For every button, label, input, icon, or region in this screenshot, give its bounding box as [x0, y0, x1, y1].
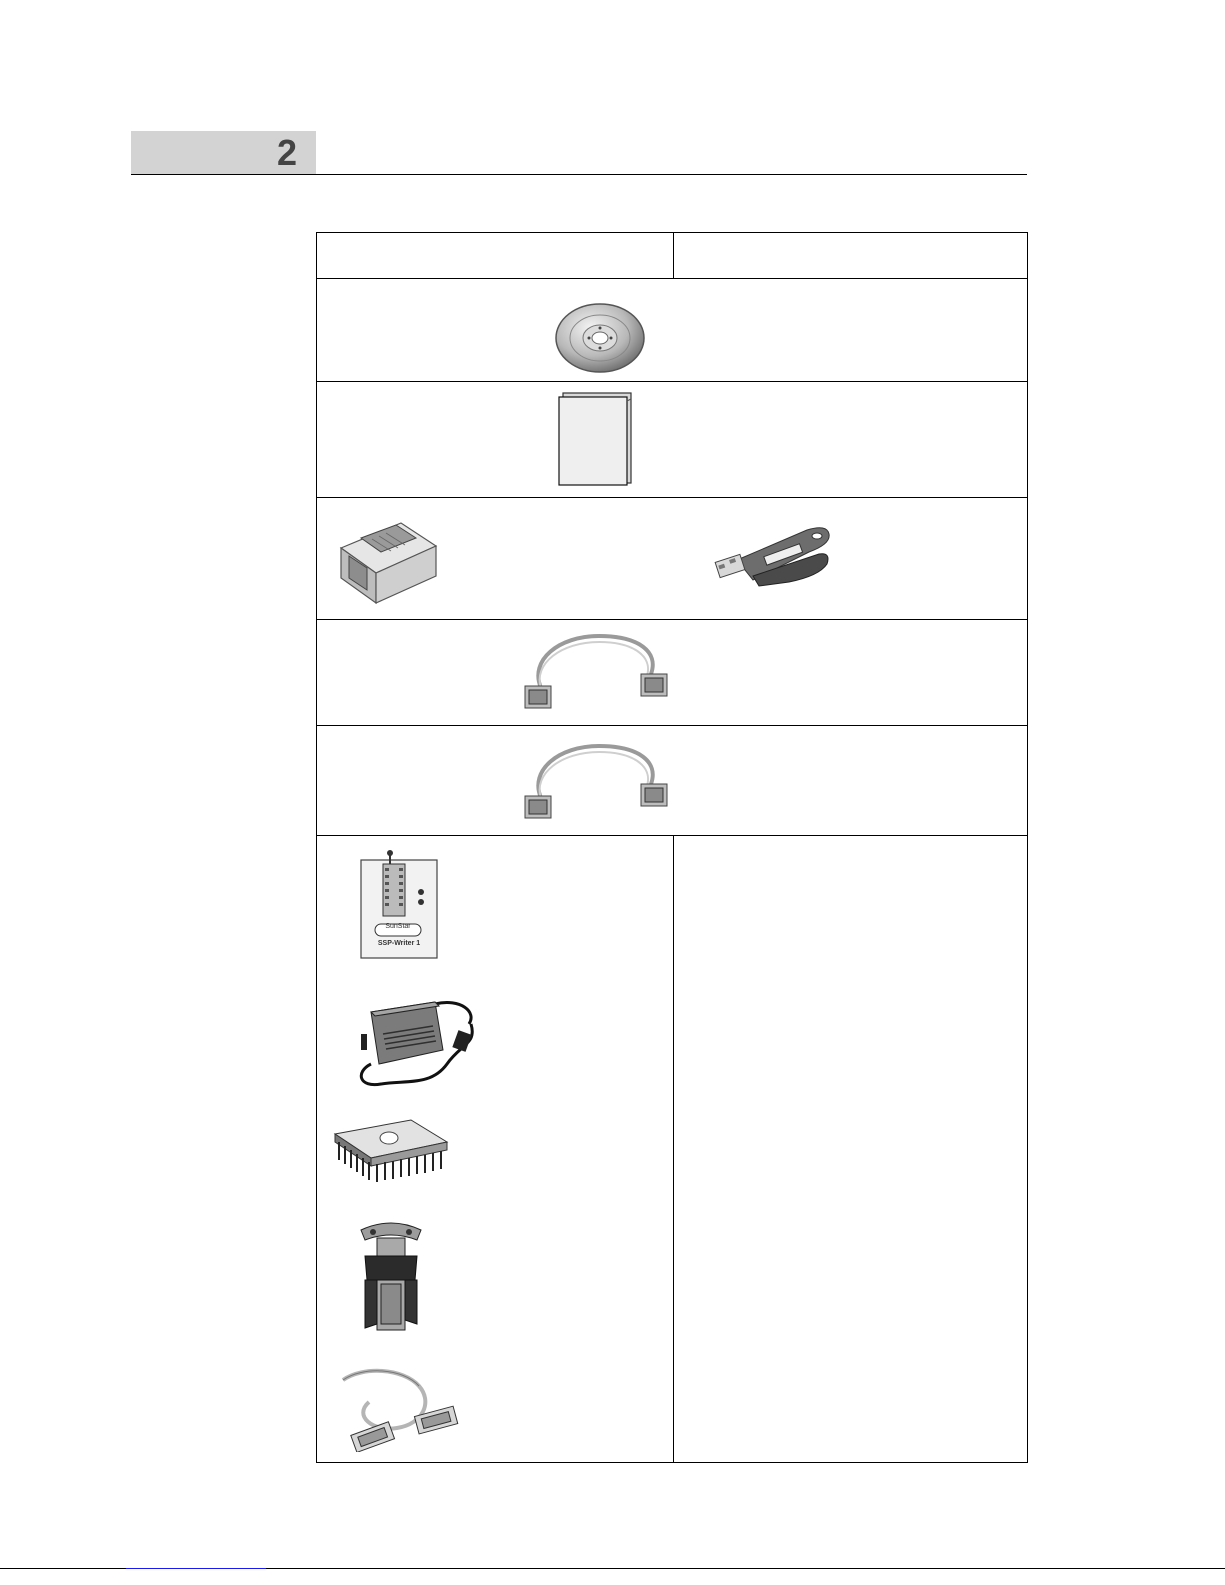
programmer-icon: [359, 850, 439, 960]
table-row: [317, 836, 1027, 1462]
chapter-number: 2: [276, 132, 297, 173]
chapter-tab: [131, 131, 316, 174]
table-row: [317, 382, 1027, 498]
power-adapter-icon: [351, 994, 481, 1092]
table-header-row: [317, 233, 1027, 279]
contents-table: [316, 232, 1028, 1463]
extractor-icon: [359, 1220, 423, 1336]
serial-cable-icon: [519, 630, 675, 716]
table-column-divider-bottom: [673, 836, 674, 1462]
table-row: [317, 620, 1027, 726]
table-row: [317, 726, 1027, 836]
parallel-cable-icon: [333, 1364, 463, 1452]
header-cell-description: [674, 233, 1027, 278]
programmer-brand-label: SunStar: [385, 923, 411, 930]
footer-link-underline[interactable]: [126, 1568, 266, 1569]
table-row: [317, 498, 1027, 620]
table-row: [317, 279, 1027, 382]
usb-key-icon: [709, 520, 834, 592]
chip-icon: [331, 1116, 451, 1204]
programmer-model-label: SSP-Writer 1: [377, 940, 421, 947]
booklet-icon: [557, 391, 635, 487]
header-cell-item: [317, 233, 673, 278]
cd-icon: [555, 303, 645, 373]
parallel-adapter-icon: [331, 518, 443, 608]
table-column-divider-top: [673, 233, 674, 279]
serial-cable-icon: [519, 740, 675, 826]
chapter-divider: [131, 174, 1027, 175]
